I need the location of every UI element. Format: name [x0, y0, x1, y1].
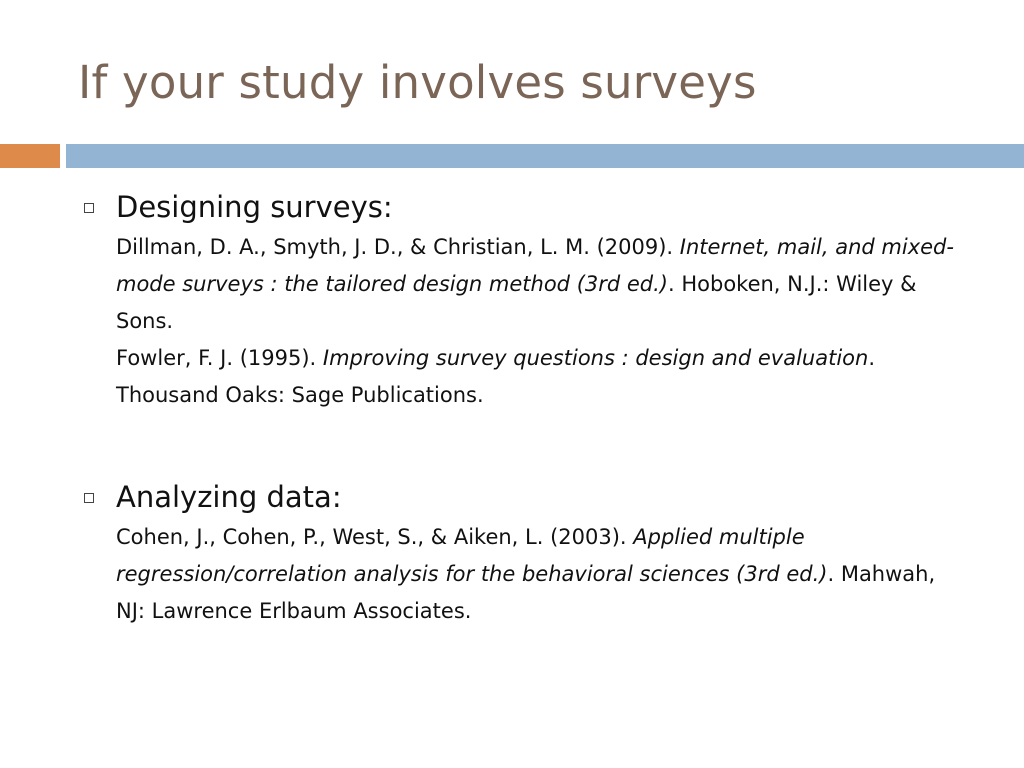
bullet-analyzing-data — [78, 476, 978, 630]
hollow-square-bullet-icon — [84, 203, 94, 213]
bullet-heading: Analyzing data: — [116, 480, 342, 514]
reference-authors-year: Dillman, D. A., Smyth, J. D., & Christian, L. M. (2009). — [116, 235, 680, 259]
reference-cohen-2003 — [116, 519, 962, 630]
reference-list — [116, 519, 978, 630]
reference-title: Improving survey questions : design and evaluation — [322, 346, 869, 370]
slide-title: If your study involves surveys — [78, 56, 757, 109]
bullet-designing-surveys — [78, 186, 978, 414]
title-rule-bar — [66, 144, 1024, 168]
title-rule-accent — [0, 144, 60, 168]
hollow-square-bullet-icon — [84, 493, 94, 503]
reference-title: Applied multiple regression/correlation analysis for the behavioral sciences (3rd ed.) — [116, 525, 828, 586]
reference-fowler-1995 — [116, 340, 962, 414]
reference-list — [116, 229, 978, 414]
bullet-list — [78, 186, 978, 630]
reference-publisher: . Mahwah, NJ: Lawrence Erlbaum Associates. — [116, 562, 936, 623]
reference-authors-year: Cohen, J., Cohen, P., West, S., & Aiken, L. (2003). — [116, 525, 634, 549]
reference-title: Internet, mail, and mixed-mode surveys : the tailored design method (3rd ed.) — [116, 235, 954, 296]
bullet-heading: Designing surveys: — [116, 190, 393, 224]
reference-dillman-2009 — [116, 229, 962, 340]
reference-authors-year: Fowler, F. J. (1995). — [116, 346, 323, 370]
reference-publisher: . Hoboken, N.J.: Wiley & Sons. — [116, 272, 917, 333]
reference-publisher: . Thousand Oaks: Sage Publications. — [116, 346, 876, 407]
